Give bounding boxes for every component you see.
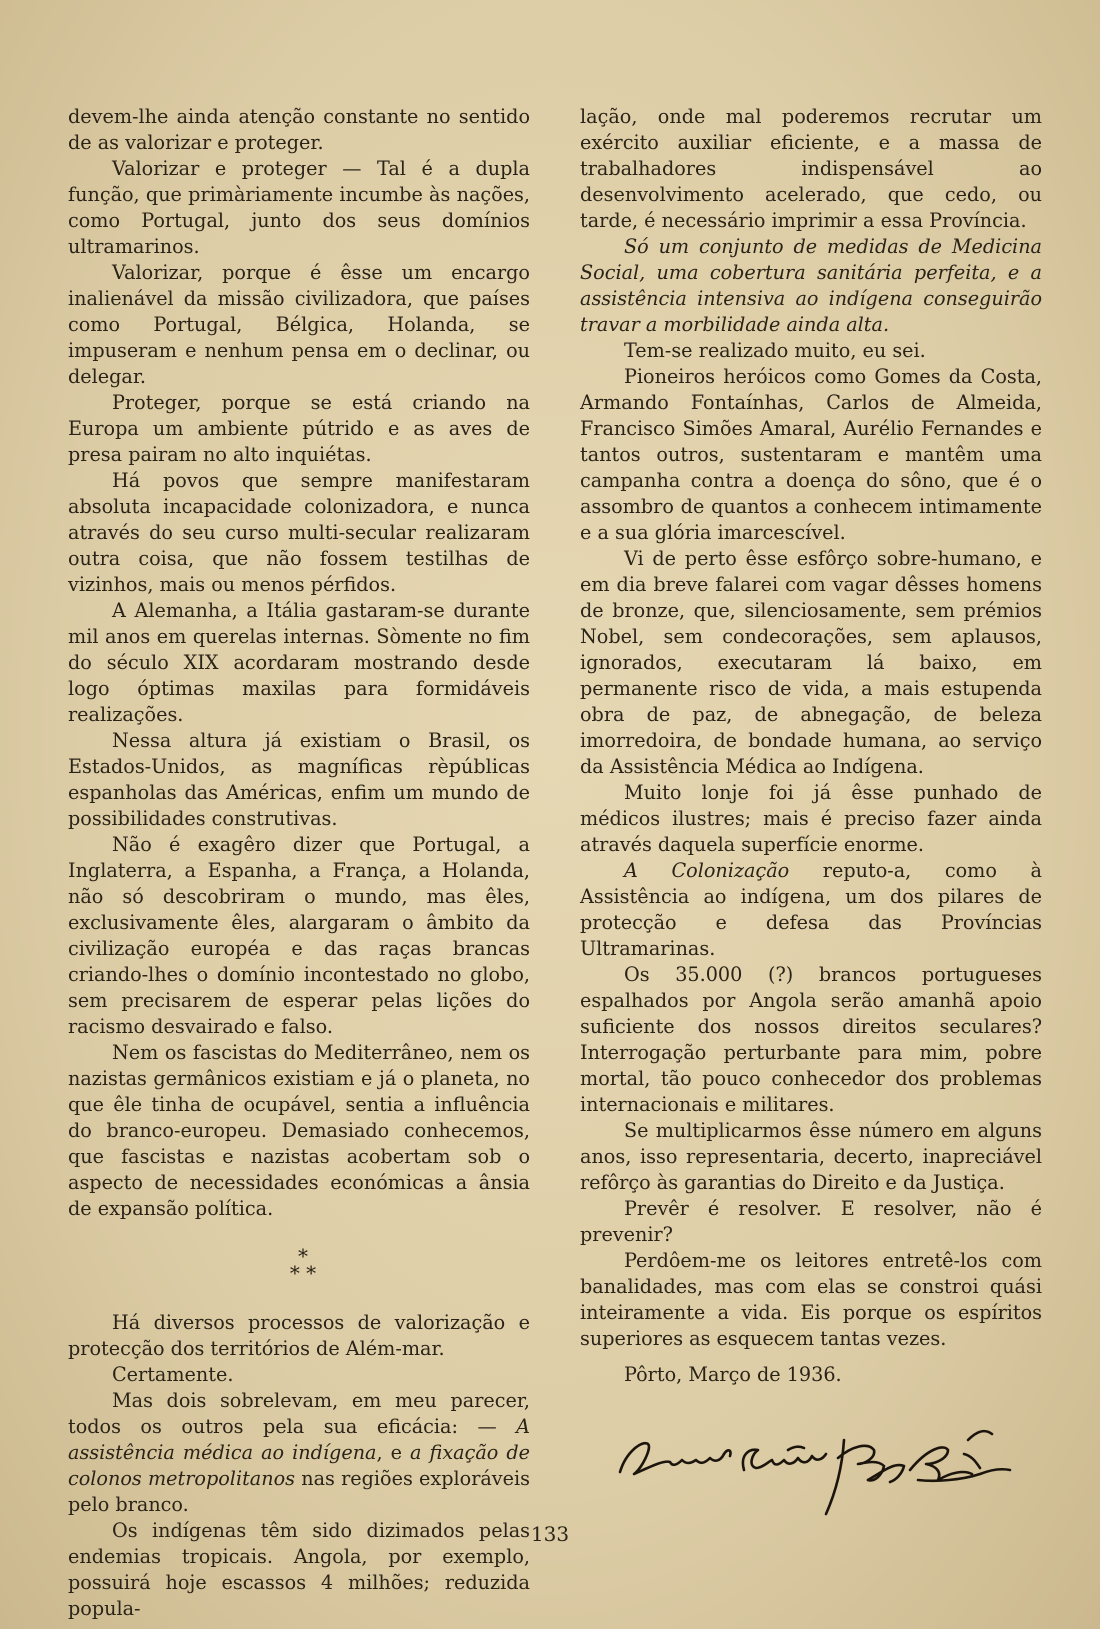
- paragraph: lação, onde mal poderemos recrutar um exército auxiliar eficiente, e a massa de trabalhadores indispensável ao desenvolvimento acelerado, que cedo, ou tarde, é necessário imprimir a essa Província.: [580, 105, 1042, 232]
- emphasis-colonizacao: A Colonização: [624, 859, 790, 882]
- paragraph: Certamente.: [112, 1363, 234, 1386]
- paragraph: Valorizar, porque é êsse um encargo inalienável da missão civilizadora, que países como Portugal, Bélgica, Holanda, se impuseram e nenhum pensa em o declinar, ou delegar.: [68, 261, 530, 388]
- paragraph: Há povos que sempre manifestaram absoluta incapacidade colonizadora, e nunca através do seu curso multi-secular realizaram outra coisa, que não fossem testilhas de vizinhos, mais ou menos pérfidos.: [68, 469, 530, 596]
- separator-stars-bottom: * *: [289, 1261, 317, 1285]
- paragraph: Perdôem-me os leitores entretê-los com banalidades, mas com elas se constroi quási inteiramente a vida. Eis porque os espíritos superiores as esquecem tantas vezes.: [580, 1249, 1042, 1350]
- paragraph: A Alemanha, a Itália gastaram-se durante mil anos em querelas internas. Sòmente no fim do século XIX acordaram mostrando desde logo óptimas maxilas para formidáveis realizações.: [68, 599, 530, 726]
- separator-star-top: *: [298, 1244, 308, 1268]
- paragraph: Muito lonje foi já êsse punhado de médicos ilustres; mais é preciso fazer ainda através daquela superfície enorme.: [580, 781, 1042, 856]
- paragraph: Tem-se realizado muito, eu sei.: [624, 339, 926, 362]
- paragraph: Os 35.000 (?) brancos portugueses espalhados por Angola serão amanhã apoio suficiente dos nossos direitos seculares? Interrogação perturbante para mim, pobre mortal, tão pouco conhecedor dos problemas internacionais e militares.: [580, 963, 1042, 1116]
- paragraph: [580, 858, 1042, 962]
- emphasis-assistencia: A assistência médica ao indígena: [68, 1415, 530, 1464]
- text-run: reputo-a, como à Assistência ao indígena, um dos pilares de protecção e defesa das Províncias Ultramarinas.: [580, 859, 1042, 960]
- emphasis-fixacao: a fixação de colonos metropolitanos: [68, 1441, 531, 1490]
- paragraph: Os indígenas têm sido dizimados pelas endemias tropicais. Angola, por exemplo, possuirá hoje escassos 4 milhões; reduzida popula-: [68, 1519, 530, 1620]
- paragraph: Não é exagêro dizer que Portugal, a Inglaterra, a Espanha, a França, a Holanda, não só descobriram o mundo, mas êles, exclusivamente êles, alargaram o âmbito da civilização européa e das raças brancas criando-lhes o domínio incontestado no globo, sem precisarem de esperar pelas lições do racismo desvairado e falso.: [68, 833, 530, 1038]
- paragraph: Valorizar e proteger — Tal é a dupla função, que primàriamente incumbe às nações, como Portugal, junto dos seus domínios ultramarinos.: [68, 157, 530, 258]
- section-separator: [68, 1244, 530, 1285]
- paragraph: Pioneiros heróicos como Gomes da Costa, Armando Fontaínhas, Carlos de Almeida, Francisco Simões Amaral, Aurélio Fernandes e tantos outros, sustentaram e mantêm uma campanha contra a doença do sôno, que é o assombro de quantos a conhecem intimamente e a sua glória imarcescível.: [580, 365, 1042, 544]
- paragraph: Nem os fascistas do Mediterrâneo, nem os nazistas germânicos existiam e já o planeta, no que êle tinha de ocupável, sentia a influência do branco-europeu. Demasiado conhecemos, que fascistas e nazistas acobertam sob o aspecto de necessidades económicas a ânsia de expansão política.: [68, 1041, 530, 1220]
- italic-paragraph: Só um conjunto de medidas de Medicina Social, uma cobertura sanitária perfeita, e a assistência intensiva ao indígena conseguirão travar a morbilidade ainda alta.: [580, 235, 1042, 336]
- paragraph: Há diversos processos de valorização e protecção dos territórios de Além-mar.: [68, 1311, 530, 1360]
- paragraph: devem-lhe ainda atenção constante no sentido de as valorizar e proteger.: [68, 105, 530, 154]
- text-run: , e: [376, 1441, 411, 1464]
- right-column: [580, 104, 1042, 1388]
- handwritten-signature: [612, 1410, 1032, 1520]
- date-line: Pôrto, Março de 1936.: [624, 1363, 842, 1386]
- page-number: 133: [530, 1522, 570, 1546]
- text-run: Mas dois sobrelevam, em meu parecer, todos os outros pela sua eficácia: —: [68, 1389, 530, 1438]
- paragraph: Prevêr é resolver. E resolver, não é prevenir?: [580, 1197, 1042, 1246]
- paragraph: Vi de perto êsse esfôrço sobre-humano, e em dia breve falarei com vagar dêsses homens de bronze, que, silenciosamente, sem prémios Nobel, sem condecorações, sem aplausos, ignorados, executaram lá baixo, em permanente risco de vida, a mais estupenda obra de paz, de abnegação, de beleza imorredoira, de bondade humana, ao serviço da Assistência Médica ao Indígena.: [580, 547, 1042, 778]
- paragraph: [68, 1388, 530, 1518]
- paragraph: Proteger, porque se está criando na Europa um ambiente pútrido e as aves de presa pairam no alto inquiétas.: [68, 391, 530, 466]
- text-run: nas regiões exploráveis pelo branco.: [68, 1467, 530, 1516]
- left-column: [68, 104, 530, 1622]
- paragraph: Se multiplicarmos êsse número em alguns anos, isso representaria, decerto, inapreciável refôrço às garantias do Direito e da Justiça.: [580, 1119, 1042, 1194]
- paragraph: Nessa altura já existiam o Brasil, os Estados-Unidos, as magníficas rèpúblicas espanholas das Américas, enfim um mundo de possibilidades construtivas.: [68, 729, 530, 830]
